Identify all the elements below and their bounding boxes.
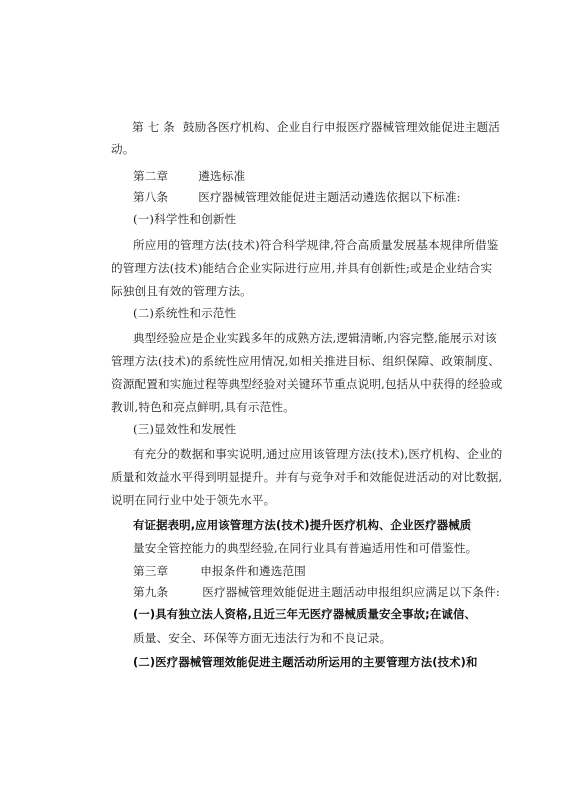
article-9-line (133, 584, 500, 600)
article-7-continuation: 动。 (111, 142, 135, 156)
article-8-line (133, 189, 461, 205)
chapter-2-heading (133, 168, 245, 184)
article-9-label: 第九条 (133, 585, 169, 599)
section-3-line-3: 说明在同行业中处于领先水平。 (111, 493, 276, 507)
section-3-line-2: 质量和效益水平得到明显提升。并有与竞争对手和效能促进活动的对比数据, (111, 470, 503, 484)
section-2-heading: (二)系统性和示范性 (133, 306, 237, 320)
article-7-line (132, 119, 500, 135)
section-2-line-2: 管理方法(技术)的系统性应用情况,如相关推进目标、组织保障、政策制度、 (111, 354, 500, 368)
chapter-3-title: 申报条件和遴选范围 (200, 564, 306, 578)
condition-2-bold-line: (二)医疗器械管理效能促进主题活动所运用的主要管理方法(技术)和 (133, 655, 478, 669)
article-9-text: 医疗器械管理效能促进主题活动申报组织应满足以下条件: (202, 585, 500, 599)
chapter-2-title: 遴选标准 (198, 169, 246, 183)
chapter-3-label: 第三章 (133, 564, 169, 578)
article-8-text: 医疗器械管理效能促进主题活动遴选依据以下标准: (198, 190, 461, 204)
section-1-line-1: 所应用的管理方法(技术)符合科学规律,符合高质量发展基本规律所借鉴 (133, 238, 499, 252)
chapter-3-heading (133, 563, 306, 579)
section-1-line-3: 际独创且有效的管理方法。 (111, 284, 252, 298)
article-8-label: 第八条 (133, 190, 169, 204)
section-2-line-1: 典型经验应是企业实践多年的成熟方法,逻辑清晰,内容完整,能展示对该 (133, 331, 497, 345)
article-7-label: 第 七 条 (132, 120, 175, 134)
section-3-heading: (三)显效性和发展性 (133, 422, 237, 436)
chapter-2-label: 第二章 (133, 169, 169, 183)
condition-1-line-2: 质量、安全、环保等方面无违法行为和不良记录。 (133, 631, 392, 645)
condition-1-bold-line: (一)具有独立法人资格,且近三年无医疗器械质量安全事故;在诚信、 (133, 607, 477, 621)
article-7-text: 鼓励各医疗机构、企业自行申报医疗器械管理效能促进主题活 (182, 120, 500, 134)
section-3-line-1: 有充分的数据和事实说明,通过应用该管理方法(技术),医疗机构、企业的 (133, 447, 503, 461)
section-2-line-4: 教训,特色和亮点鲜明,具有示范性。 (111, 400, 295, 414)
evidence-line-2: 量安全管控能力的典型经验,在同行业具有普遍适用性和可借鉴性。 (133, 541, 478, 555)
evidence-bold-line: 有证据表明,应用该管理方法(技术)提升医疗机构、企业医疗器械质 (133, 518, 472, 532)
section-1-line-2: 的管理方法(技术)能结合企业实际进行应用,并具有创新性;或是企业结合实 (111, 261, 493, 275)
section-2-line-3: 资源配置和实施过程等典型经验对关键环节重点说明,包括从中获得的经验或 (111, 377, 503, 391)
section-1-heading: (一)科学性和创新性 (133, 212, 237, 226)
